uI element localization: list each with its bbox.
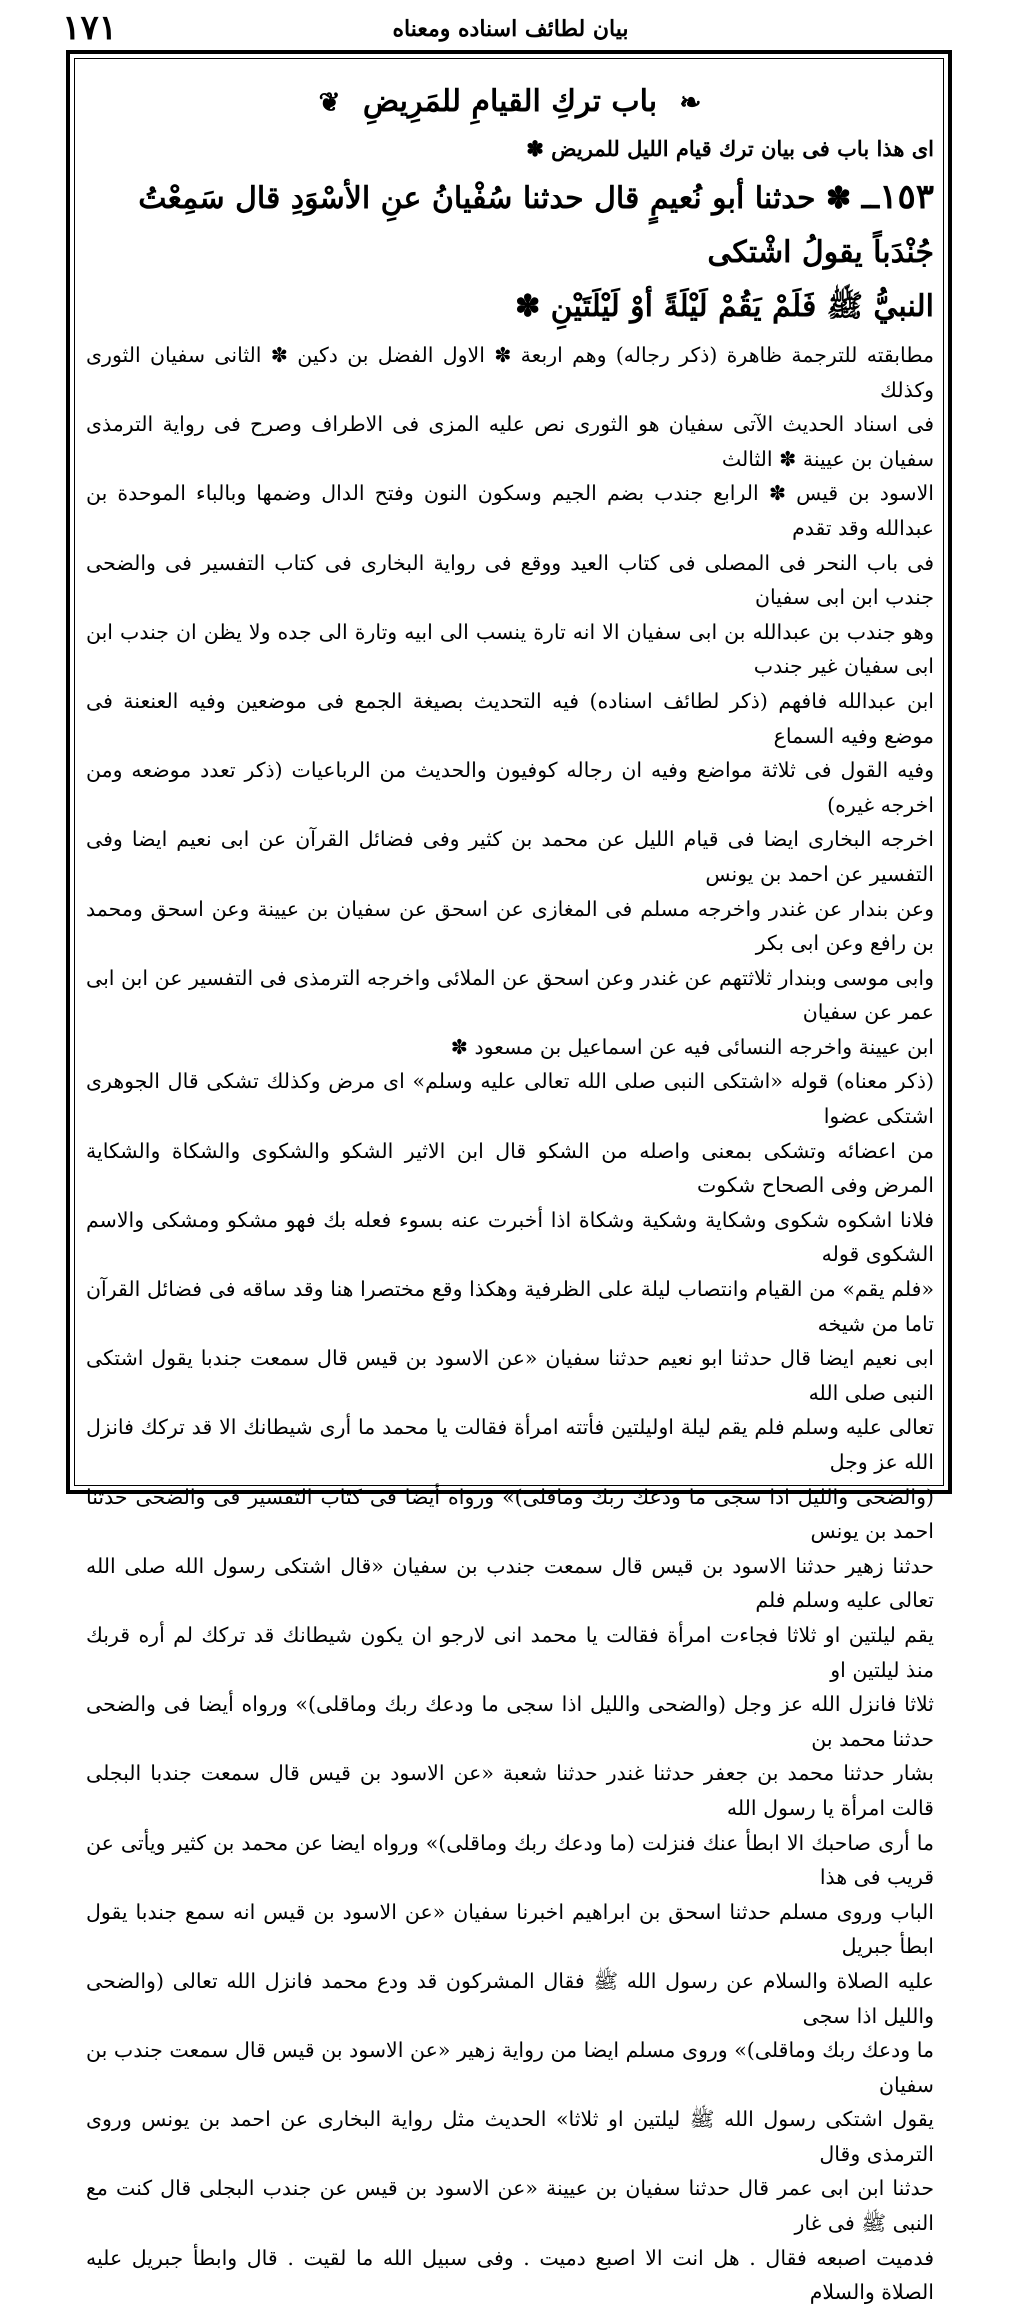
commentary-line: الاسود بن قيس ✽ الرابع جندب بضم الجيم وسكون النون وفتح الدال وضمها وبالباء الموحدة بن عبدالله وقد تقدم bbox=[86, 481, 934, 540]
chapter-title: باب تركِ القيامِ للمَرِيضِ bbox=[362, 84, 658, 119]
commentary-body bbox=[86, 338, 934, 2310]
commentary-line: الباب وروى مسلم حدثنا اسحق بن ابراهيم اخبرنا سفيان «عن الاسود بن قيس انه سمع جندبا يقول ابطأ جبريل bbox=[86, 1899, 934, 1959]
commentary-line: وابى موسى وبندار ثلاثتهم عن غندر وعن اسحق عن الملائى واخرجه الترمذى فى التفسير عن ابن ابى عمر عن سفيان bbox=[86, 965, 934, 1025]
commentary-line: يقول اشتكى رسول الله ﷺ ليلتين او ثلاثا» الحديث مثل رواية البخارى عن احمد بن يونس وروى الترمذى وقال bbox=[86, 2107, 934, 2166]
commentary-line: من اعضائه وتشكى بمعنى واصله من الشكو قال ابن الاثير الشكو والشكوى والشكاة والشكاية المرض وفى الصحاح شكوت bbox=[86, 1138, 934, 1198]
commentary-line: يقم ليلتين او ثلاثا فجاءت امرأة فقالت يا محمد انى لارجو ان يكون شيطانك قد تركك لم أره قربك منذ ليلتين او bbox=[86, 1622, 934, 1682]
chapter-heading bbox=[86, 82, 934, 122]
commentary-line: ابن عيينة واخرجه النسائى فيه عن اسماعيل بن مسعود ✽ bbox=[450, 1034, 934, 1059]
commentary-line: بشار حدثنا محمد بن جعفر حدثنا غندر حدثنا شعبة «عن الاسود بن قيس قال سمعت جندبا البجلى قالت امرأة يا رسول الله bbox=[86, 1761, 934, 1820]
commentary-line: وعن بندار عن غندر واخرجه مسلم فى المغازى عن اسحق عن سفيان بن عيينة وعن اسحق ومحمد بن رافع وعن ابى بكر bbox=[86, 896, 934, 956]
commentary-line: ثلاثا فانزل الله عز وجل (والضحى والليل اذا سجى ما ودعك ربك وماقلى)» ورواه أيضا فى والضحى حدثنا محمد بن bbox=[86, 1692, 934, 1751]
commentary-line: فى باب النحر فى المصلى فى كتاب العيد ووقع فى رواية البخارى فى كتاب التفسير فى والضحى جندب ابن ابى سفيان bbox=[86, 550, 934, 610]
commentary-line: عليه الصلاة والسلام عن رسول الله ﷺ فقال المشركون قد ودع محمد فانزل الله تعالى (والضحى والليل اذا سجى bbox=[86, 1968, 934, 2028]
hadith-number: ١٥٣ bbox=[879, 177, 934, 217]
commentary-line: وفيه القول فى ثلاثة مواضع وفيه ان رجاله كوفيون والحديث من الرباعيات (ذكر تعدد موضعه ومن اخرجه غيره) bbox=[86, 758, 934, 817]
commentary-line: فلانا اشكوه شكوى وشكاية وشكية وشكاة اذا أخبرت عنه بسوء فعله بك فهو مشكو ومشكى والاسم الشكوى قوله bbox=[86, 1207, 934, 1267]
hadith-text bbox=[86, 170, 934, 334]
page-content bbox=[86, 66, 934, 2305]
commentary-line: تعالى عليه وسلم فلم يقم ليلة اوليلتين فأتته امرأة فقالت يا محمد ما أرى شيطانك الا قد تركك فانزل الله عز وجل bbox=[86, 1415, 934, 1474]
chapter-intro: اى هذا باب فى بيان ترك قيام الليل للمريض ✽ bbox=[526, 136, 934, 161]
commentary-line: ابن عبدالله فافهم (ذكر لطائف اسناده) فيه التحديث بصيغة الجمع فى موضعين وفيه العنعنة فى موضع وفيه السماع bbox=[86, 688, 934, 748]
commentary-line: (ذكر معناه) قوله «اشتكى النبى صلى الله تعالى عليه وسلم» اى مرض وكذلك تشكى قال الجوهرى اشتكى عضوا bbox=[86, 1069, 934, 1129]
hadith-line-1: ــ ✽ حدثنا أبو نُعيمٍ قال حدثنا سُفْيانُ عنِ الأسْوَدِ قال سَمِعْتُ جُنْدَباً يقولُ اشْتكى bbox=[138, 181, 934, 270]
commentary-line: ابى نعيم ايضا قال حدثنا ابو نعيم حدثنا سفيان «عن الاسود بن قيس قال سمعت جندبا يقول اشتكى النبى صلى الله bbox=[86, 1346, 934, 1405]
commentary-line: حدثنا ابن ابى عمر قال حدثنا سفيان بن عيينة «عن الاسود بن قيس عن جندب البجلى قال كنت مع النبى ﷺ فى غار bbox=[86, 2176, 934, 2236]
commentary-line: (والضحى والليل اذا سجى ما ودعك ربك وماقلى)» ورواه أيضا فى كتاب التفسير فى والضحى حدثنا احمد بن يونس bbox=[86, 1484, 934, 1544]
hadith-line-2: النبيُّ ﷺ فَلَمْ يَقُمْ لَيْلَةً أوْ لَيْلَتَيْنِ ✽ bbox=[515, 289, 934, 324]
commentary-line: مطابقته للترجمة ظاهرة (ذكر رجاله) وهم اربعة ✽ الاول الفضل بن دكين ✽ الثانى سفيان الثورى وكذلك bbox=[86, 343, 934, 402]
commentary-line: وهو جندب بن عبدالله بن ابى سفيان الا انه تارة ينسب الى ابيه وتارة الى جده ولا يظن ان جندب ابن ابى سفيان غير جندب bbox=[86, 619, 934, 679]
ornament-icon: ❧ bbox=[679, 88, 702, 118]
ornament-icon: ❦ bbox=[318, 88, 341, 118]
commentary-line: «فلم يقم» من القيام وانتصاب ليلة على الظرفية وهكذا وقع مختصرا هنا وقد ساقه فى فضائل القرآن تاما من شيخه bbox=[86, 1277, 934, 1336]
commentary-line: ما أرى صاحبك الا ابطأ عنك فنزلت (ما ودعك ربك وماقلى)» ورواه ايضا عن محمد بن كثير ويأتى عن قريب فى هذا bbox=[86, 1830, 934, 1890]
commentary-line: فدميت اصبعه فقال . هل انت الا اصبع دميت . وفى سبيل الله ما لقيت . قال وابطأ جبريل عليه الصلاة والسلام bbox=[86, 2245, 934, 2305]
running-title: بيان لطائف اسناده ومعناه bbox=[392, 16, 629, 42]
commentary-line: حدثنا زهير حدثنا الاسود بن قيس قال سمعت جندب بن سفيان «قال اشتكى رسول الله صلى الله تعالى عليه وسلم فلم bbox=[86, 1553, 934, 1613]
commentary-line: ما ودعك ربك وماقلى)» وروى مسلم ايضا من رواية زهير «عن الاسود بن قيس قال سمعت جندب بن سفيان bbox=[86, 2038, 934, 2097]
commentary-line: اخرجه البخارى ايضا فى قيام الليل عن محمد بن كثير وفى فضائل القرآن عن ابى نعيم ايضا وفى التفسير عن احمد بن يونس bbox=[86, 827, 934, 886]
hadith-line bbox=[86, 170, 934, 280]
page-header bbox=[60, 8, 961, 48]
page-number: ١٧١ bbox=[62, 8, 117, 48]
commentary-line: فى اسناد الحديث الآتى سفيان هو الثورى نص عليه المزى فى الاطراف وصرح فى رواية الترمذى سفيان بن عيينة ✽ الثالث bbox=[86, 412, 934, 471]
